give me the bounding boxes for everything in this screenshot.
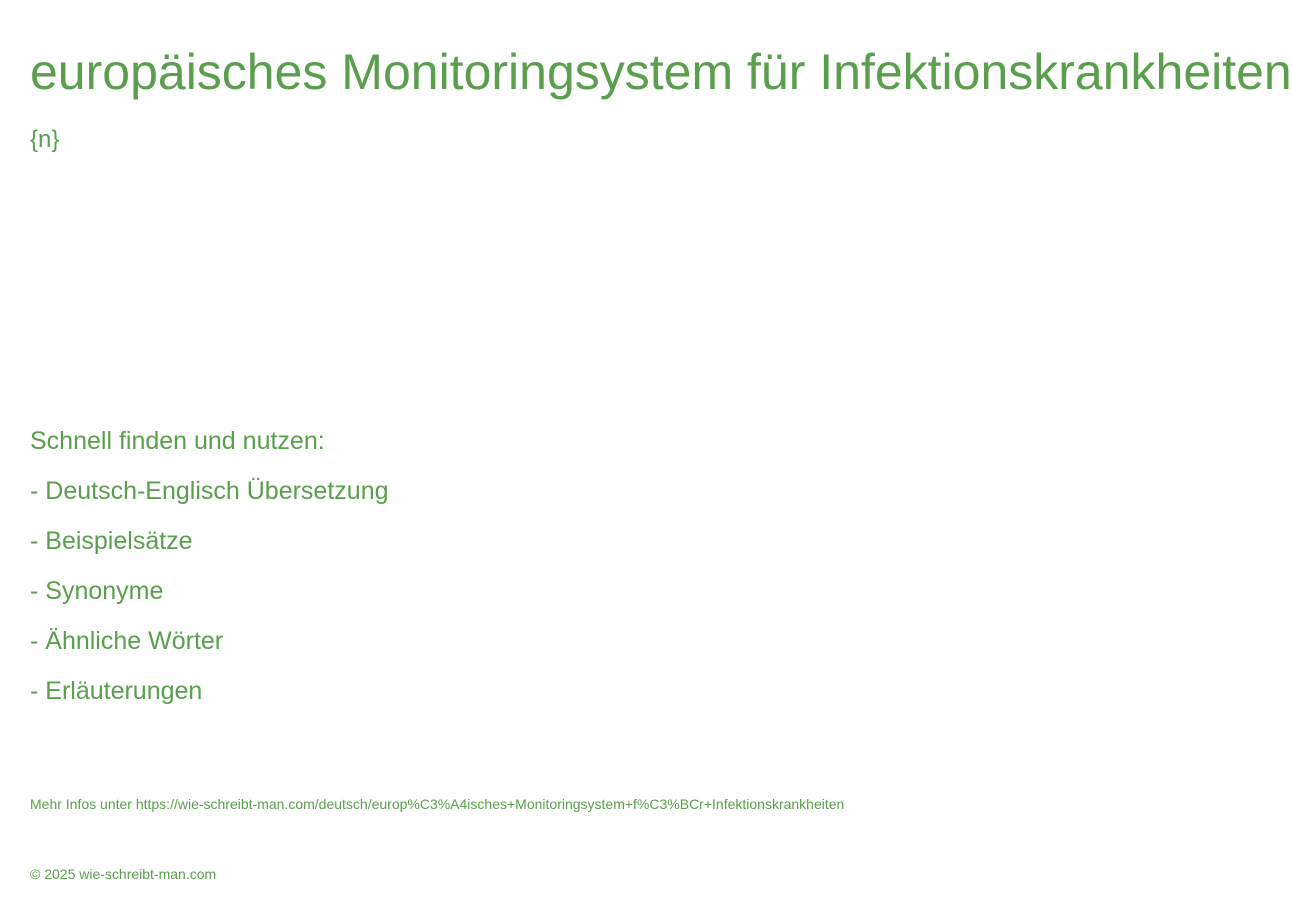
feature-item-explanations: - Erläuterungen	[30, 677, 203, 705]
feature-item-translation: - Deutsch-Englisch Übersetzung	[30, 477, 389, 505]
part-of-speech-label: {n}	[30, 126, 60, 153]
copyright-notice: © 2025 wie-schreibt-man.com	[30, 866, 217, 882]
feature-item-example-sentences: - Beispielsätze	[30, 527, 193, 555]
page-title: europäisches Monitoringsystem für Infektionskrankheiten	[30, 44, 1292, 100]
more-info-link[interactable]: https://wie-schreibt-man.com/deutsch/europ%C3%A4isches+Monitoringsystem+f%C3%BCr+Infektionskrankheiten	[135, 796, 845, 812]
more-info-line	[30, 794, 844, 814]
more-info-prefix: Mehr Infos unter	[30, 796, 136, 812]
feature-list	[30, 424, 389, 724]
feature-list-intro: Schnell finden und nutzen:	[30, 427, 325, 455]
feature-item-similar-words: - Ähnliche Wörter	[30, 627, 224, 655]
feature-item-synonyms: - Synonyme	[30, 577, 164, 605]
